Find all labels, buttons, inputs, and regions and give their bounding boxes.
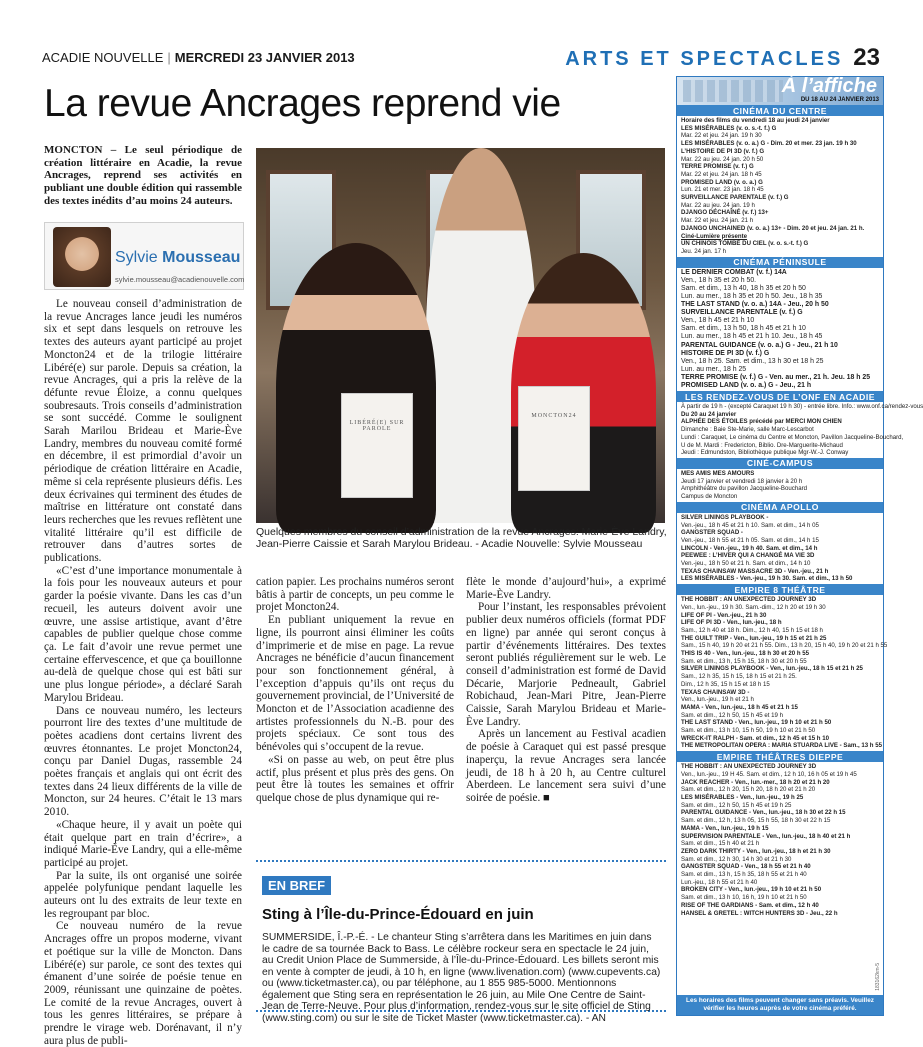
masthead-right	[565, 44, 880, 72]
listings-title: À l’affiche	[781, 75, 877, 97]
listing-line: Campus de Moncton	[681, 493, 738, 501]
listings-body	[677, 105, 923, 918]
listing-line: JACK REACHER - Ven., lun.-mer., 18 h 20 et 21 h 20	[681, 778, 830, 786]
listing-line: Jeu. 24 jan. 17 h	[681, 247, 727, 255]
listing-line: BROKEN CITY - Ven., lun.-jeu., 19 h 10 et 21 h 50	[681, 886, 822, 894]
cinema-header: LES RENDEZ-VOUS DE L’ONF EN ACADIE	[677, 391, 883, 402]
listing-line: THE HOBBIT : AN UNEXPECTED JOURNEY 3D	[681, 596, 817, 604]
paragraph: Après un lancement au Festival acadien de poésie à Caraquet qui est passé presque inaperçu, la revue Ancrages sera lancée jeudi, de 18 h à 20 h, au Centre culturel Aberdeen. Le lancement sera suivi d’une soirée de poésie. ■	[466, 728, 666, 804]
cinema-entries	[677, 513, 883, 584]
listing-line: LIFE OF PI - Ven.-jeu., 21 h 30	[681, 611, 767, 619]
cinema-entries	[677, 469, 883, 502]
listing-line: À partir de 19 h - (excepté Caraquet 19 h 30) - entrée libre. Info.: www.onf.ca/rendez-vous	[681, 403, 923, 411]
listing-line: DJANGO DÉCHAÎNÉ (v. f.) 13+	[681, 209, 769, 217]
listing-line: Ven., lun.-jeu., 19 h et 21 h	[681, 696, 754, 704]
listing-line: Sam. et dim., 13 h, 15 h 35, 18 h 55 et 21 h 40	[681, 871, 807, 879]
listing-line: UN CHINOIS TOMBÉ DU CIEL (v. o. s.-t. f.) G	[681, 240, 809, 248]
listing-line: Mar. 22 et jeu. 24 jan. 18 h 45	[681, 170, 762, 178]
cinema-header: CINÉMA PÉNINSULE	[677, 257, 883, 268]
listings-header	[677, 77, 883, 105]
listing-line: Ven., lun.-jeu., 19 h 30. Sam.-dim., 12 h 20 et 19 h 30	[681, 603, 826, 611]
listing-line: THE HOBBIT : AN UNEXPECTED JOURNEY 3D	[681, 763, 817, 771]
listing-line: U de M. Mardi : Fredericton, Biblio. Dre-Marguerite-Michaud	[681, 441, 843, 449]
listing-line: LINCOLN - Ven.-jeu., 19 h 40. Sam. et dim., 14 h	[681, 544, 818, 552]
en-bref-box	[256, 860, 666, 1024]
listing-line: Ven., 18 h 25. Sam. et dim., 13 h 30 et 18 h 25	[681, 357, 824, 365]
listing-line: Ven., 18 h 35 et 20 h 50.	[681, 276, 757, 284]
listing-line: DJANGO UNCHAINED (v. o. a.) 13+ - Dim. 20 et jeu. 24 jan. 21 h.	[681, 224, 865, 232]
listing-line: MES AMIS MES AMOURS	[681, 469, 755, 477]
listing-line: Lundi : Caraquet, Le cinéma du Centre et Moncton, Pavillon Jacqueline-Bouchard,	[681, 433, 904, 441]
listing-line: TERRE PROMISE (v. f.) G	[681, 163, 754, 171]
listing-line: SILVER LININGS PLAYBOOK -	[681, 513, 769, 521]
listing-line: THIS IS 40 - Ven., lun.-jeu., 18 h 30 et 20 h 55	[681, 650, 810, 658]
paragraph: cation papier. Les prochains numéros seront bâtis à partir de concepts, un peu comme le projet Moncton24.	[256, 576, 454, 614]
listing-line: Jeudi : Edmundston, Bibliothèque publique Mgr-W.-J. Conway	[681, 449, 849, 457]
listing-line: Sam., 12 h 35, 15 h 15, 18 h 15 et 21 h 25.	[681, 673, 797, 681]
listing-line: Mar. 22 au jeu. 24 jan. 19 h	[681, 201, 755, 209]
book-left: LIBÉRÉ(E) SUR PAROLE	[341, 393, 413, 498]
listing-line: Dim., 12 h 35, 15 h 15 et 18 h 15	[681, 680, 770, 688]
paragraph: Pour l’instant, les responsables prévoient publier deux numéros officiels (format PDF en ligne) par année qui seront conçus à partir d’événements littéraires. Des textes seront publiés régulièrement sur le web. Le conseil d’administration est formé de David Décarie, Marjorie Pedneault, Gabriel Robichaud, Jean-Mari Pitre, Jean-Pierre Caissie, Sarah Marylou Brideau et Marie-Ève Landry.	[466, 601, 666, 728]
paragraph: «Si on passe au web, on peut être plus actif, plus présent et plus près des gens. On peut être là toutes les semaines et offrir quelque chose de plus dynamique qui re-	[256, 753, 454, 804]
cinema-header: CINÉMA DU CENTRE	[677, 105, 883, 116]
cinema-header: EMPIRE THÉÂTRES DIEPPE	[677, 751, 883, 762]
listing-line: THE GUILT TRIP - Ven., lun.-jeu., 19 h 15 et 21 h 25	[681, 634, 827, 642]
listing-line: Jeudi 17 janvier et vendredi 18 janvier à 20 h	[681, 477, 803, 485]
listing-line: LES MISÉRABLES (v. o. a.) G - Dim. 20 et mer. 23 jan. 19 h 30	[681, 140, 857, 148]
listing-line: LES MISÉRABLES - Ven., lun.-jeu., 19 h 25	[681, 794, 804, 801]
listings-footer: Les horaires des films peuvent changer sans préavis. Veuillez vérifier les heures auprès de votre cinéma préféré.	[677, 995, 883, 1015]
listing-line: Dimanche : Baie Ste-Marie, salle Marc-Lescarbot	[681, 426, 814, 434]
listing-line: TEXAS CHAINSAW 3D -	[681, 688, 750, 696]
listing-line: Lun. au mer., 18 h 35 et 20 h 50. Jeu., 18 h 35	[681, 292, 823, 300]
listing-line: Sam. et dim., 13 h 40, 18 h 35 et 20 h 50	[681, 284, 806, 292]
ad-reference: 183162km-5	[875, 963, 881, 991]
listing-line: WRECK-IT RALPH - Sam. et dim., 12 h 45 et 15 h 10	[681, 734, 829, 742]
listing-line: Sam. et dim., 15 h 40 et 21 h	[681, 840, 760, 848]
film-reel-icon	[683, 80, 783, 102]
byline-box	[44, 222, 244, 290]
article-column-2	[256, 576, 454, 805]
listing-line: Horaire des films du vendredi 18 au jeudi 24 janvier	[681, 117, 830, 124]
cinema-entries	[677, 402, 923, 458]
listing-line: LE DERNIER COMBAT (v. f.) 14A	[681, 268, 787, 276]
listing-line: Sam., 12 h 40 et 18 h. Dim., 12 h 40, 15 h 15 et 18 h	[681, 626, 823, 634]
listing-line: Ven.-jeu., 18 h 50 et 21 h. Sam. et dim., 14 h 10	[681, 560, 811, 568]
cinema-header: CINÉMA APOLLO	[677, 502, 883, 513]
listing-line: GANGSTER SQUAD - Ven., 18 h 55 et 21 h 40	[681, 863, 811, 871]
cinema-header: CINÉ-CAMPUS	[677, 458, 883, 469]
cinema-entries	[677, 116, 883, 257]
paragraph: Par la suite, ils ont organisé une soirée appelée polyfunique pendant laquelle les auteurs ont lu des extraits de leur texte en les regroupant par bloc.	[44, 869, 242, 920]
listing-line: THE METROPOLITAN OPERA : MARIA STUARDA LIVE - Sam., 13 h 55	[681, 742, 882, 750]
listing-line: Ciné-Lumière présente	[681, 232, 748, 240]
listing-line: Ven., lun.-jeu., 19 H 45. Sam. et dim., 12 h 10, 16 h 05 et 19 h 45	[681, 770, 857, 778]
en-bref-title: Sting à l’Île-du-Prince-Édouard en juin	[262, 906, 534, 923]
listing-line: Sam. et dim., 13 h 10, 15 h 50, 19 h 10 et 21 h 50	[681, 727, 816, 735]
listing-line: RISE OF THE GARDIANS - Sam. et dim., 12 h 40	[681, 901, 819, 909]
author-email: sylvie.mousseau@acadienouvelle.com	[115, 275, 245, 284]
article-photo	[256, 148, 665, 523]
listing-line: Sam. et dim., 12 h 50, 15 h 45 et 19 h 25	[681, 801, 792, 809]
paragraph: Dans ce nouveau numéro, les lecteurs pourront lire des textes d’une multitude de poètes acadiens dont certains livrent des œuvres étonnantes. Le projet Moncton24, conçu par Daniel Dugas, rassemble 24 poètes français et anglais qui ont écrit des textes dans 24 lieux différents de la ville de Moncton, sur 24 heures. C’était le 13 mars 2010.	[44, 704, 242, 819]
paragraph: flète le monde d’aujourd’hui», a exprimé Marie-Ève Landry.	[466, 576, 666, 601]
listing-line: PROMISED LAND (v. o. a.) G - Jeu., 21 h	[681, 381, 812, 389]
listing-line: TEXAS CHAINSAW MASSACRE 3D - Ven.-jeu., 21 h	[681, 567, 829, 575]
listing-line: Lun. au mer., 18 h 25	[681, 365, 747, 373]
listing-line: THE LAST STAND (v. o. a.) 14A - Jeu., 20 h 50	[681, 301, 829, 309]
listing-line: PARENTAL GUIDANCE (v. o. a.) G - Jeu., 21 h 10	[681, 341, 838, 349]
listing-line: ZERO DARK THIRTY - Ven., lun.-jeu., 18 h et 21 h 30	[681, 847, 831, 855]
listing-line: Sam. et dim., 13 h 50, 18 h 45 et 21 h 10	[681, 325, 806, 333]
listing-line: Amphithéâtre du pavillon Jacqueline-Bouchard	[681, 485, 808, 493]
cinema-entries	[677, 595, 888, 751]
listing-line: Mar. 22 et jeu. 24 jan. 19 h 30	[681, 132, 762, 140]
listing-line: Ven.-jeu., 18 h 45 et 21 h 10. Sam. et dim., 14 h 05	[681, 521, 819, 529]
listing-line: SURVEILLANCE PARENTALE (v. f.) G	[681, 194, 789, 202]
listing-line: Sam. et dim., 12 h, 13 h 05, 15 h 55, 18 h 30 et 22 h 15	[681, 817, 831, 825]
listing-line: THE LAST STAND - Ven., lun.-jeu., 19 h 10 et 21 h 50	[681, 719, 832, 727]
page-number: 23	[853, 44, 880, 71]
listing-line: Ven., 18 h 45 et 21 h 10	[681, 317, 755, 325]
author-photo	[53, 227, 111, 287]
listing-line: PROMISED LAND (v. o. a.) G	[681, 178, 763, 186]
listing-line: Sam. et dim., 13 h 10, 16 h, 19 h 10 et 21 h 50	[681, 894, 807, 902]
listing-line: LIFE OF PI 3D - Ven., lun.-jeu., 18 h	[681, 619, 782, 627]
masthead	[40, 44, 880, 72]
article-lead: MONCTON – Le seul périodique de création littéraire en Acadie, la revue Ancrages, reprend ses activités en publiant une double édition qui rassemble des textes inédits d’au moins 24 auteurs.	[44, 144, 242, 207]
headline: La revue Ancrages reprend vie	[44, 82, 561, 125]
newspaper-name: ACADIE NOUVELLE	[42, 50, 164, 65]
listing-line: LES MISÉRABLES (v. o. s.-t. f.) G	[681, 124, 777, 132]
listing-line: Sam. et dim., 12 h 30, 14 h 30 et 21 h 30	[681, 855, 792, 863]
listing-line: Lun.-jeu., 18 h 55 et 21 h 40	[681, 878, 758, 886]
listing-line: HISTOIRE DE PI 3D (v. f.) G	[681, 349, 770, 357]
paragraph: Ce nouveau numéro de la revue Ancrages offre un propos moderne, vivant et poétique sur la ville de Moncton. Dans Libéré(e) sur parole, ce sont des textes qui émanent d’une soirée de poésie tenue en 2009, réunissant une quinzaine de poètes. Le comité de la revue Ancrages, ouvert à tous les genres littéraires, se prépare à prendre le virage web. Dorénavant, il n’y aura plus de publi-	[44, 920, 242, 1047]
masthead-left: ACADIE NOUVELLE | MERCREDI 23 JANVIER 2013	[42, 50, 355, 65]
listing-line: Ven.-jeu., 18 h 55 et 21 h 05. Sam. et dim., 14 h 15	[681, 536, 819, 544]
paragraph: «C’est d’une importance monumentale à la fois pour les nouveaux auteurs et pour garder la poésie vivante. Dans les cas d’un recueil, les auteurs doivent avoir une œuvre, une assise artistique, avant d’être capables de publier quelque chose comme ça. Le fait d’avoir une revue permet une certaine effervescence, et que ça bouillonne au-delà de quelque chose qui est bâti sur une plus longue période», a déclaré Sarah Marylou Brideau.	[44, 564, 242, 704]
listing-line: L’HISTOIRE DE PI 3D (v. f.) G	[681, 147, 765, 155]
listing-line: Sam. et dim., 13 h, 15 h 15, 18 h 30 et 20 h 55	[681, 657, 807, 665]
cinema-entries	[677, 762, 883, 918]
section-name: ARTS ET SPECTACLES	[565, 48, 844, 70]
paragraph: En publiant uniquement la revue en ligne, ils pourront ainsi éliminer les coûts d’imprimerie et de mise en page. La revue Ancrages ne bénéficie d’aucun financement pour son fonctionnement général, à l’exception d’appuis qu’ils ont reçus du gouvernement provincial, de l’Université de Moncton et de l’Association acadienne des artistes professionnels du N.-B. pour des projets spéciaux. Ce sont tous des bénévoles qui s’occupent de la revue.	[256, 614, 454, 754]
listing-line: SUPERVISION PARENTALE - Ven., lun.-jeu., 18 h 40 et 21 h	[681, 832, 851, 840]
listing-line: MAMA - Ven., lun.-jeu., 18 h 45 et 21 h 15	[681, 703, 798, 711]
listing-line: SURVEILLANCE PARENTALE (v. f.) G	[681, 309, 803, 317]
listing-line: Du 20 au 24 janvier	[681, 410, 737, 418]
listing-line: ALPHÉE DES ÉTOILES précédé par MERCI MON CHIEN	[681, 418, 842, 426]
article-column-1	[44, 298, 242, 1047]
listing-line: HANSEL & GRETEL : WITCH HUNTERS 3D - Jeu., 22 h	[681, 909, 838, 917]
photo-caption: Quelques membres du conseil d’administration de la revue Ancrages: Marie-Ève Landry, Jean-Pierre Caissie et Sarah Marylou Brideau. - Acadie Nouvelle: Sylvie Mousseau	[256, 526, 667, 550]
listing-line: PARENTAL GUIDANCE - Ven., lun.-jeu., 18 h 30 et 22 h 15	[681, 809, 846, 817]
listing-line: TERRE PROMISE (v. f.) G - Ven. au mer., 21 h. Jeu. 18 h 25	[681, 373, 871, 381]
listing-line: GANGSTER SQUAD -	[681, 529, 743, 537]
article-column-3	[466, 576, 666, 805]
listing-line: Sam. et dim., 12 h 20, 15 h 20, 18 h 20 et 21 h 20	[681, 786, 816, 794]
listing-line: Mar. 22 et jeu. 24 jan. 21 h	[681, 217, 754, 225]
listing-line: LES MISÉRABLES - Ven.-jeu., 19 h 30. Sam. et dim., 13 h 50	[681, 575, 853, 583]
paragraph: Le nouveau conseil d’administration de la revue Ancrages lance jeudi les numéros six et sept dans lesquels on retrouve les textes des auteurs ayant participé au projet Moncton24 et de la trilogie littéraire Libéré(e) sur parole. Depuis sa création, la revue Ancrages, qui a pris la relève de la défunte revue Éloize, a connu quelques soubresauts. Trois conseils d’administration se sont succédé. Comme le soulignent Sarah Marilou Brideau et Marie-Ève Landry, membres du nouveau comité formé en décembre, il est primordial d’avoir un périodique de création littéraire en Acadie, même si cela représente plusieurs défis. Les deux écrivaines qui terminent des études de maîtrise en littérature ont constaté dans leurs recherches que les revues reflètent une vitalité littéraire qu’il est difficile de retrouver dans d’autres sortes de publications.	[44, 298, 242, 565]
author-name: Sylvie Mousseau	[115, 249, 241, 266]
movie-listings-panel	[676, 75, 923, 1016]
issue-date: MERCREDI 23 JANVIER 2013	[174, 50, 355, 65]
en-bref-text: SUMMERSIDE, Î.-P.-É. - Le chanteur Sting s’arrêtera dans les Maritimes en juin dans le cadre de sa tournée Back to Bass. Le célèbre rockeur sera en spectacle le 24 juin, au Credit Union Place de Summerside, à l’Île-du-Prince-Édouard. Les billets seront mis en vente à compter de jeudi, à 10 h, en ligne (www.livenation.com) (www.cupevents.ca) ou (www.ticketmaster.ca), ou par téléphone, au 1 855 985-5000. Mentionnons également que Sting sera en représentation le 26 juin, au Mile One Centre de Saint-Jean de Terre-Neuve. Pour plus d’information, rendez-vous sur le site officiel de Sting (www.sting.com) ou sur le site de Ticket Master (www.ticketmaster.ca). - AN	[262, 932, 661, 1024]
listing-line: Sam., 15 h 40, 19 h 20 et 21 h 55. Dim., 13 h 20, 15 h 40, 19 h 20 et 21 h 55	[681, 642, 888, 650]
listing-line: SILVER LININGS PLAYBOOK - Ven., lun.-jeu., 18 h 15 et 21 h 25	[681, 665, 863, 673]
listing-line: Lun. 21 et mer. 23 jan. 18 h 45	[681, 186, 764, 194]
book-right: MONCTON24	[518, 386, 590, 491]
listing-line: PEEWEE : L’HIVER QUI A CHANGÉ MA VIE 3D	[681, 552, 815, 560]
listing-line: MAMA - Ven., lun.-jeu., 19 h 15	[681, 824, 769, 832]
cinema-entries	[677, 268, 883, 391]
listings-dates: DU 18 AU 24 JANVIER 2013	[800, 97, 879, 103]
listing-line: Mar. 22 au jeu. 24 jan. 20 h 50	[681, 155, 764, 163]
listing-line: Lun. au mer., 18 h 45 et 21 h 10. Jeu., 18 h 45	[681, 333, 823, 341]
listing-line: Sam. et dim., 12 h 50, 15 h 45 et 19 h	[681, 711, 783, 719]
paragraph: «Chaque heure, il y avait un poète qui était quelque part en train d’écrire», a indiqué Marie-Ève Landry, qui a elle-même participé au projet.	[44, 818, 242, 869]
cinema-header: EMPIRE 8 THÉÂTRE	[677, 584, 883, 595]
en-bref-tag: EN BREF	[262, 876, 331, 895]
